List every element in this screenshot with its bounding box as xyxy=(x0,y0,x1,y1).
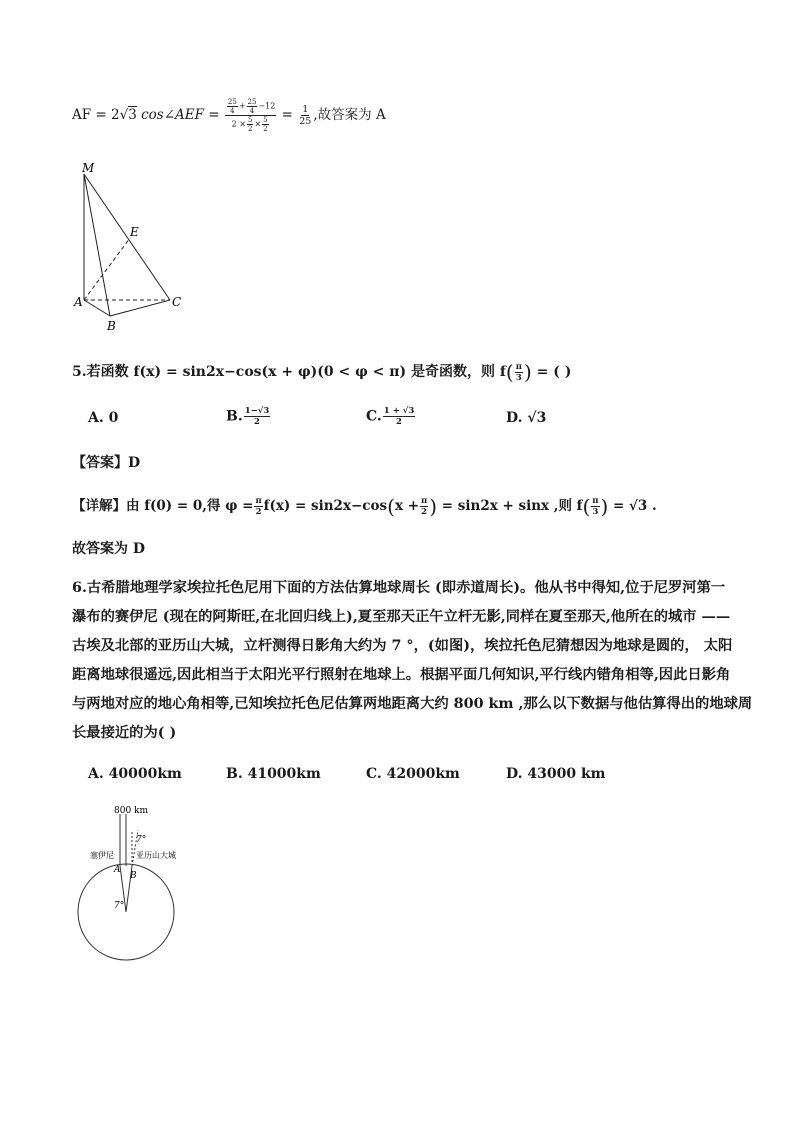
q5-option-b-den: 2 xyxy=(254,417,260,427)
q5-detail-phi-frac xyxy=(254,496,262,517)
q6-option-c: C. 42000km xyxy=(366,766,460,782)
q5-stem-function: f(x) = sin2x−cos(x + φ)(0 < φ < π) xyxy=(133,364,407,380)
result-num: 1 xyxy=(302,104,309,115)
q5-detail-inner-den: 2 xyxy=(421,507,428,517)
pyramid-label-e: E xyxy=(130,225,139,239)
q5-option-b-label: B. xyxy=(226,408,243,425)
earth-distance-label: 800 km xyxy=(114,806,149,816)
q5-detail-arg-open: ( xyxy=(582,494,591,519)
pyramid-figure xyxy=(70,158,190,336)
earth-figure xyxy=(70,800,220,964)
q5-detail-phi-num: π xyxy=(255,496,262,506)
q5-detail-prefix: 【详解】由 xyxy=(72,498,140,514)
q5-option-b-frac xyxy=(244,406,271,427)
result-den: 25 xyxy=(299,116,312,127)
q5-stem-arg-den: 3 xyxy=(515,372,522,383)
q5-detail-arg-num: π xyxy=(592,496,599,506)
den-frac-a xyxy=(247,116,253,133)
num-frac-b-bottom: 4 xyxy=(249,107,255,115)
q5-option-a: A. 0 xyxy=(88,410,119,426)
result-fraction xyxy=(298,104,312,127)
edge-mb xyxy=(84,174,110,316)
q6-stem xyxy=(72,574,753,748)
minus-twelve: −12 xyxy=(258,101,276,111)
den-frac-b xyxy=(262,116,268,133)
plus-sign: + xyxy=(238,101,246,111)
q5-detail-get: ,得 xyxy=(202,498,221,514)
earth-angle-center: 7° xyxy=(114,901,125,911)
q5-detail-eq: = sin2x + sinx ,则 f xyxy=(441,498,583,514)
num-frac-a-bottom: 4 xyxy=(230,107,235,115)
q5-detail-inner-num: π xyxy=(421,496,428,506)
earth-label-b: B xyxy=(130,871,137,881)
big-fraction-numerator xyxy=(225,98,276,116)
q6-stem-line-2: 瀑布的赛伊尼 (现在的阿斯旺,在北回归线上),夏至那天正午立杆无影,同样在夏至那天,他所在的城市 —— xyxy=(72,609,731,625)
q5-stem-prefix: 5.若函数 xyxy=(72,364,129,380)
times-sign: × xyxy=(254,119,262,129)
pyramid-label-c: C xyxy=(172,295,182,309)
q5-detail-result: = √3 . xyxy=(613,498,657,514)
q5-stem-mid: 是奇函数，则 xyxy=(411,364,496,380)
edge-ab xyxy=(84,300,110,316)
q5-conclusion: 故答案为 D xyxy=(72,541,146,557)
den-prefix: 2 × xyxy=(231,119,246,129)
q5-detail-f0: f(0) = 0 xyxy=(144,498,203,514)
pyramid-label-m: M xyxy=(82,161,95,175)
num-frac-b xyxy=(247,98,258,115)
q5-detail-phi-den: 2 xyxy=(255,507,262,517)
q5-stem-arg-num: π xyxy=(515,361,522,372)
q5-option-c-den: 2 xyxy=(396,417,402,427)
pyramid-label-a: A xyxy=(74,295,83,309)
q5-stem-arg xyxy=(515,362,523,383)
sqrt-radicand: 3 xyxy=(128,107,137,123)
q5-stem-suffix: = ( ) xyxy=(536,364,572,380)
q5-option-b xyxy=(226,406,271,427)
q5-paren-close: ) xyxy=(523,360,532,384)
q5-answer: 【答案】D xyxy=(72,455,141,471)
edge-mc xyxy=(84,174,170,300)
q5-detail xyxy=(72,494,657,519)
af-lhs: AF = 2 xyxy=(72,107,120,123)
q5-detail-arg-frac xyxy=(591,496,599,517)
earth-city-right: 亚历山大城 xyxy=(136,851,176,860)
q5-detail-arg-close: ) xyxy=(600,494,609,519)
num-frac-a-top: 25 xyxy=(227,98,237,106)
q6-stem-line-3: 古埃及北部的亚历山大城，立杆测得日影角大约为 7 °，(如图)，埃拉托色尼猜想因为地球是圆的， 太阳 xyxy=(72,638,733,654)
earth-label-a: A xyxy=(114,865,121,875)
num-frac-b-top: 25 xyxy=(247,98,257,106)
edge-bc xyxy=(110,300,170,316)
q5-detail-paren-open: ( xyxy=(387,494,395,519)
earth-angle-top: 7° xyxy=(136,835,147,845)
q5-option-c xyxy=(366,406,416,427)
q5-option-b-num: 1−√3 xyxy=(244,406,270,416)
q5-option-c-label: C. xyxy=(366,408,382,425)
q6-stem-line-5: 与两地对应的地心角相等,已知埃拉托色尼估算两地距离大约 800 km ,那么以下数据与他估算得出的地球周 xyxy=(72,696,753,712)
q5-detail-inner-frac xyxy=(420,496,428,517)
sqrt-sign: √ xyxy=(119,107,129,123)
den-frac-a-bottom: 2 xyxy=(247,125,253,133)
q5-detail-phi: φ = xyxy=(225,498,254,514)
q6-stem-line-4: 距离地球很遥远,因此相当于太阳光平行照射在地球上。根据平面几何知识,平行线内错角相等,因此日影角 xyxy=(72,667,731,683)
q5-paren-open: ( xyxy=(505,360,514,384)
den-frac-b-top: 5 xyxy=(263,116,268,124)
q5-option-c-num: 1 + √3 xyxy=(383,406,415,416)
q6-option-b: B. 41000km xyxy=(226,766,321,782)
q5-stem-f: f xyxy=(499,364,506,380)
q6-stem-line-1: 6.古希腊地理学家埃拉托色尼用下面的方法估算地球周长 (即赤道周长)。他从书中得知,位于尼罗河第一 xyxy=(72,580,726,596)
equals-sign: = xyxy=(281,107,293,123)
den-frac-b-bottom: 2 xyxy=(263,125,268,133)
q5-detail-paren-close: ) xyxy=(429,494,438,519)
q5-detail-x-plus: x + xyxy=(394,498,420,514)
q5-detail-arg-den: 3 xyxy=(592,507,599,517)
q5-option-c-frac xyxy=(383,406,415,427)
q4-solution-line xyxy=(72,98,386,133)
earth-city-left: 塞伊尼 xyxy=(90,851,114,860)
q6-option-a: A. 40000km xyxy=(88,766,182,782)
q5-detail-f: f(x) = sin2x−cos xyxy=(263,498,388,514)
den-frac-a-top: 5 xyxy=(247,116,253,124)
cos-angle-aef: cos∠AEF = xyxy=(141,107,220,123)
q6-option-d: D. 43000 km xyxy=(506,766,606,782)
pyramid-label-b: B xyxy=(107,319,116,333)
big-fraction-denominator xyxy=(231,116,271,133)
q6-stem-line-6: 长最接近的为( ) xyxy=(72,725,177,741)
answer-tail: ,故答案为 A xyxy=(313,107,386,123)
q5-stem xyxy=(72,360,571,384)
num-frac-a xyxy=(227,98,238,115)
q5-option-d: D. √3 xyxy=(506,410,547,426)
big-fraction xyxy=(225,98,276,133)
edge-ae-dashed xyxy=(84,238,130,300)
